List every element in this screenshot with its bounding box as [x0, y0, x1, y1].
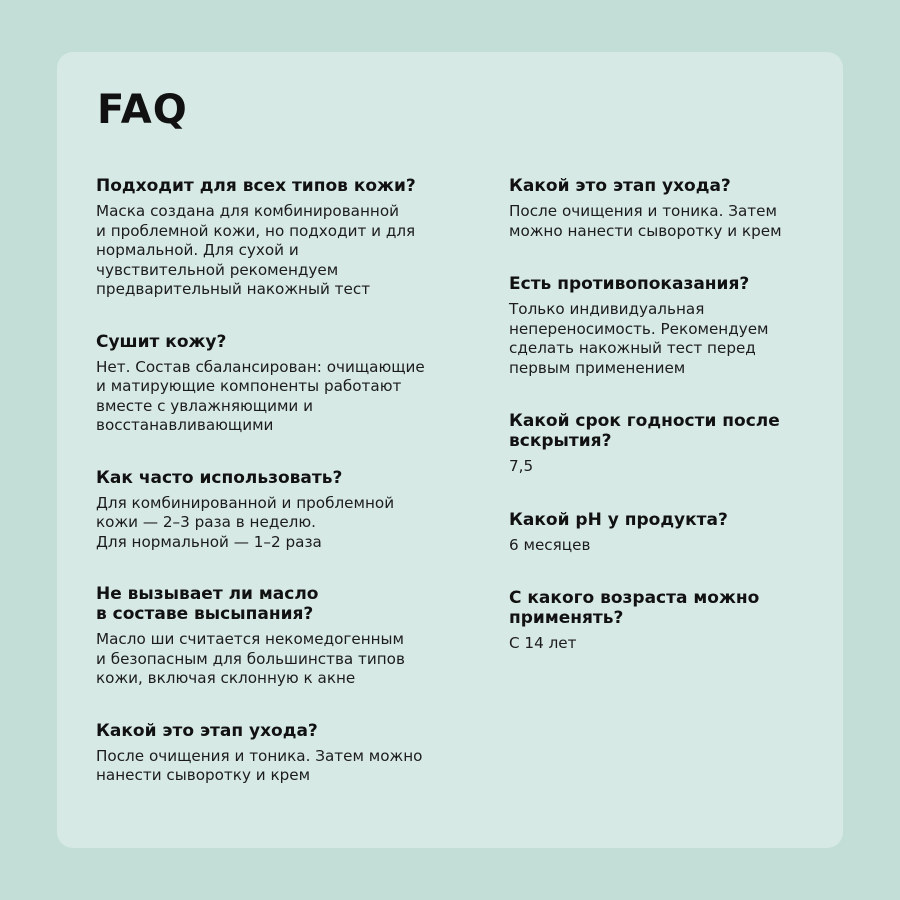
- faq-answer: После очищения и тоника. Затем можно нанести сыворотку и крем: [509, 202, 782, 240]
- faq-answer: Маска создана для комбинированной и проблемной кожи, но подходит и для нормальной. Для сухой и чувствительной рекомендуем предварительный накожный тест: [96, 202, 416, 298]
- faq-answer: Нет. Состав сбалансирован: очищающие и матирующие компоненты работают вместе с увлажняющими и восстанавливающими: [96, 357, 425, 434]
- page-title: FAQ: [97, 87, 188, 133]
- faq-item: [96, 176, 466, 300]
- faq-item: [96, 332, 466, 436]
- faq-item: [509, 510, 829, 556]
- faq-question: Не вызывает ли масло в составе высыпания?: [96, 584, 319, 624]
- faq-answer: Для комбинированной и проблемной кожи — 2–3 раза в неделю. Для нормальной — 1–2 раза: [96, 493, 395, 551]
- faq-card: [57, 52, 843, 848]
- faq-question: Какой pH у продукта?: [509, 509, 728, 530]
- faq-item: [96, 721, 466, 786]
- faq-answer: 7,5: [509, 457, 534, 475]
- faq-question: Как часто использовать?: [96, 467, 343, 488]
- faq-item: [509, 176, 829, 241]
- faq-item: [509, 411, 829, 477]
- faq-question: Какой это этап ухода?: [96, 720, 318, 741]
- faq-answer: После очищения и тоника. Затем можно нанести сыворотку и крем: [96, 746, 423, 784]
- faq-column-right: [509, 176, 829, 687]
- faq-question: Какой это этап ухода?: [509, 176, 731, 196]
- faq-item: [509, 588, 829, 654]
- faq-question: С какого возраста можно применять?: [509, 588, 760, 628]
- faq-item: [96, 468, 466, 553]
- faq-answer: Масло ши считается некомедогенным и безопасным для большинства типов кожи, включая склонную к акне: [96, 630, 405, 687]
- faq-item: [96, 584, 466, 689]
- faq-answer: С 14 лет: [509, 634, 577, 652]
- faq-question: Есть противопоказания?: [509, 274, 750, 294]
- faq-question: Подходит для всех типов кожи?: [96, 176, 416, 196]
- faq-question: Какой срок годности после вскрытия?: [509, 411, 780, 451]
- faq-answer: Только индивидуальная непереносимость. Рекомендуем сделать накожный тест перед первым применением: [509, 300, 769, 377]
- faq-column-left: [96, 176, 466, 818]
- faq-answer: 6 месяцев: [509, 535, 591, 554]
- faq-item: [509, 274, 829, 378]
- faq-question: Сушит кожу?: [96, 331, 227, 352]
